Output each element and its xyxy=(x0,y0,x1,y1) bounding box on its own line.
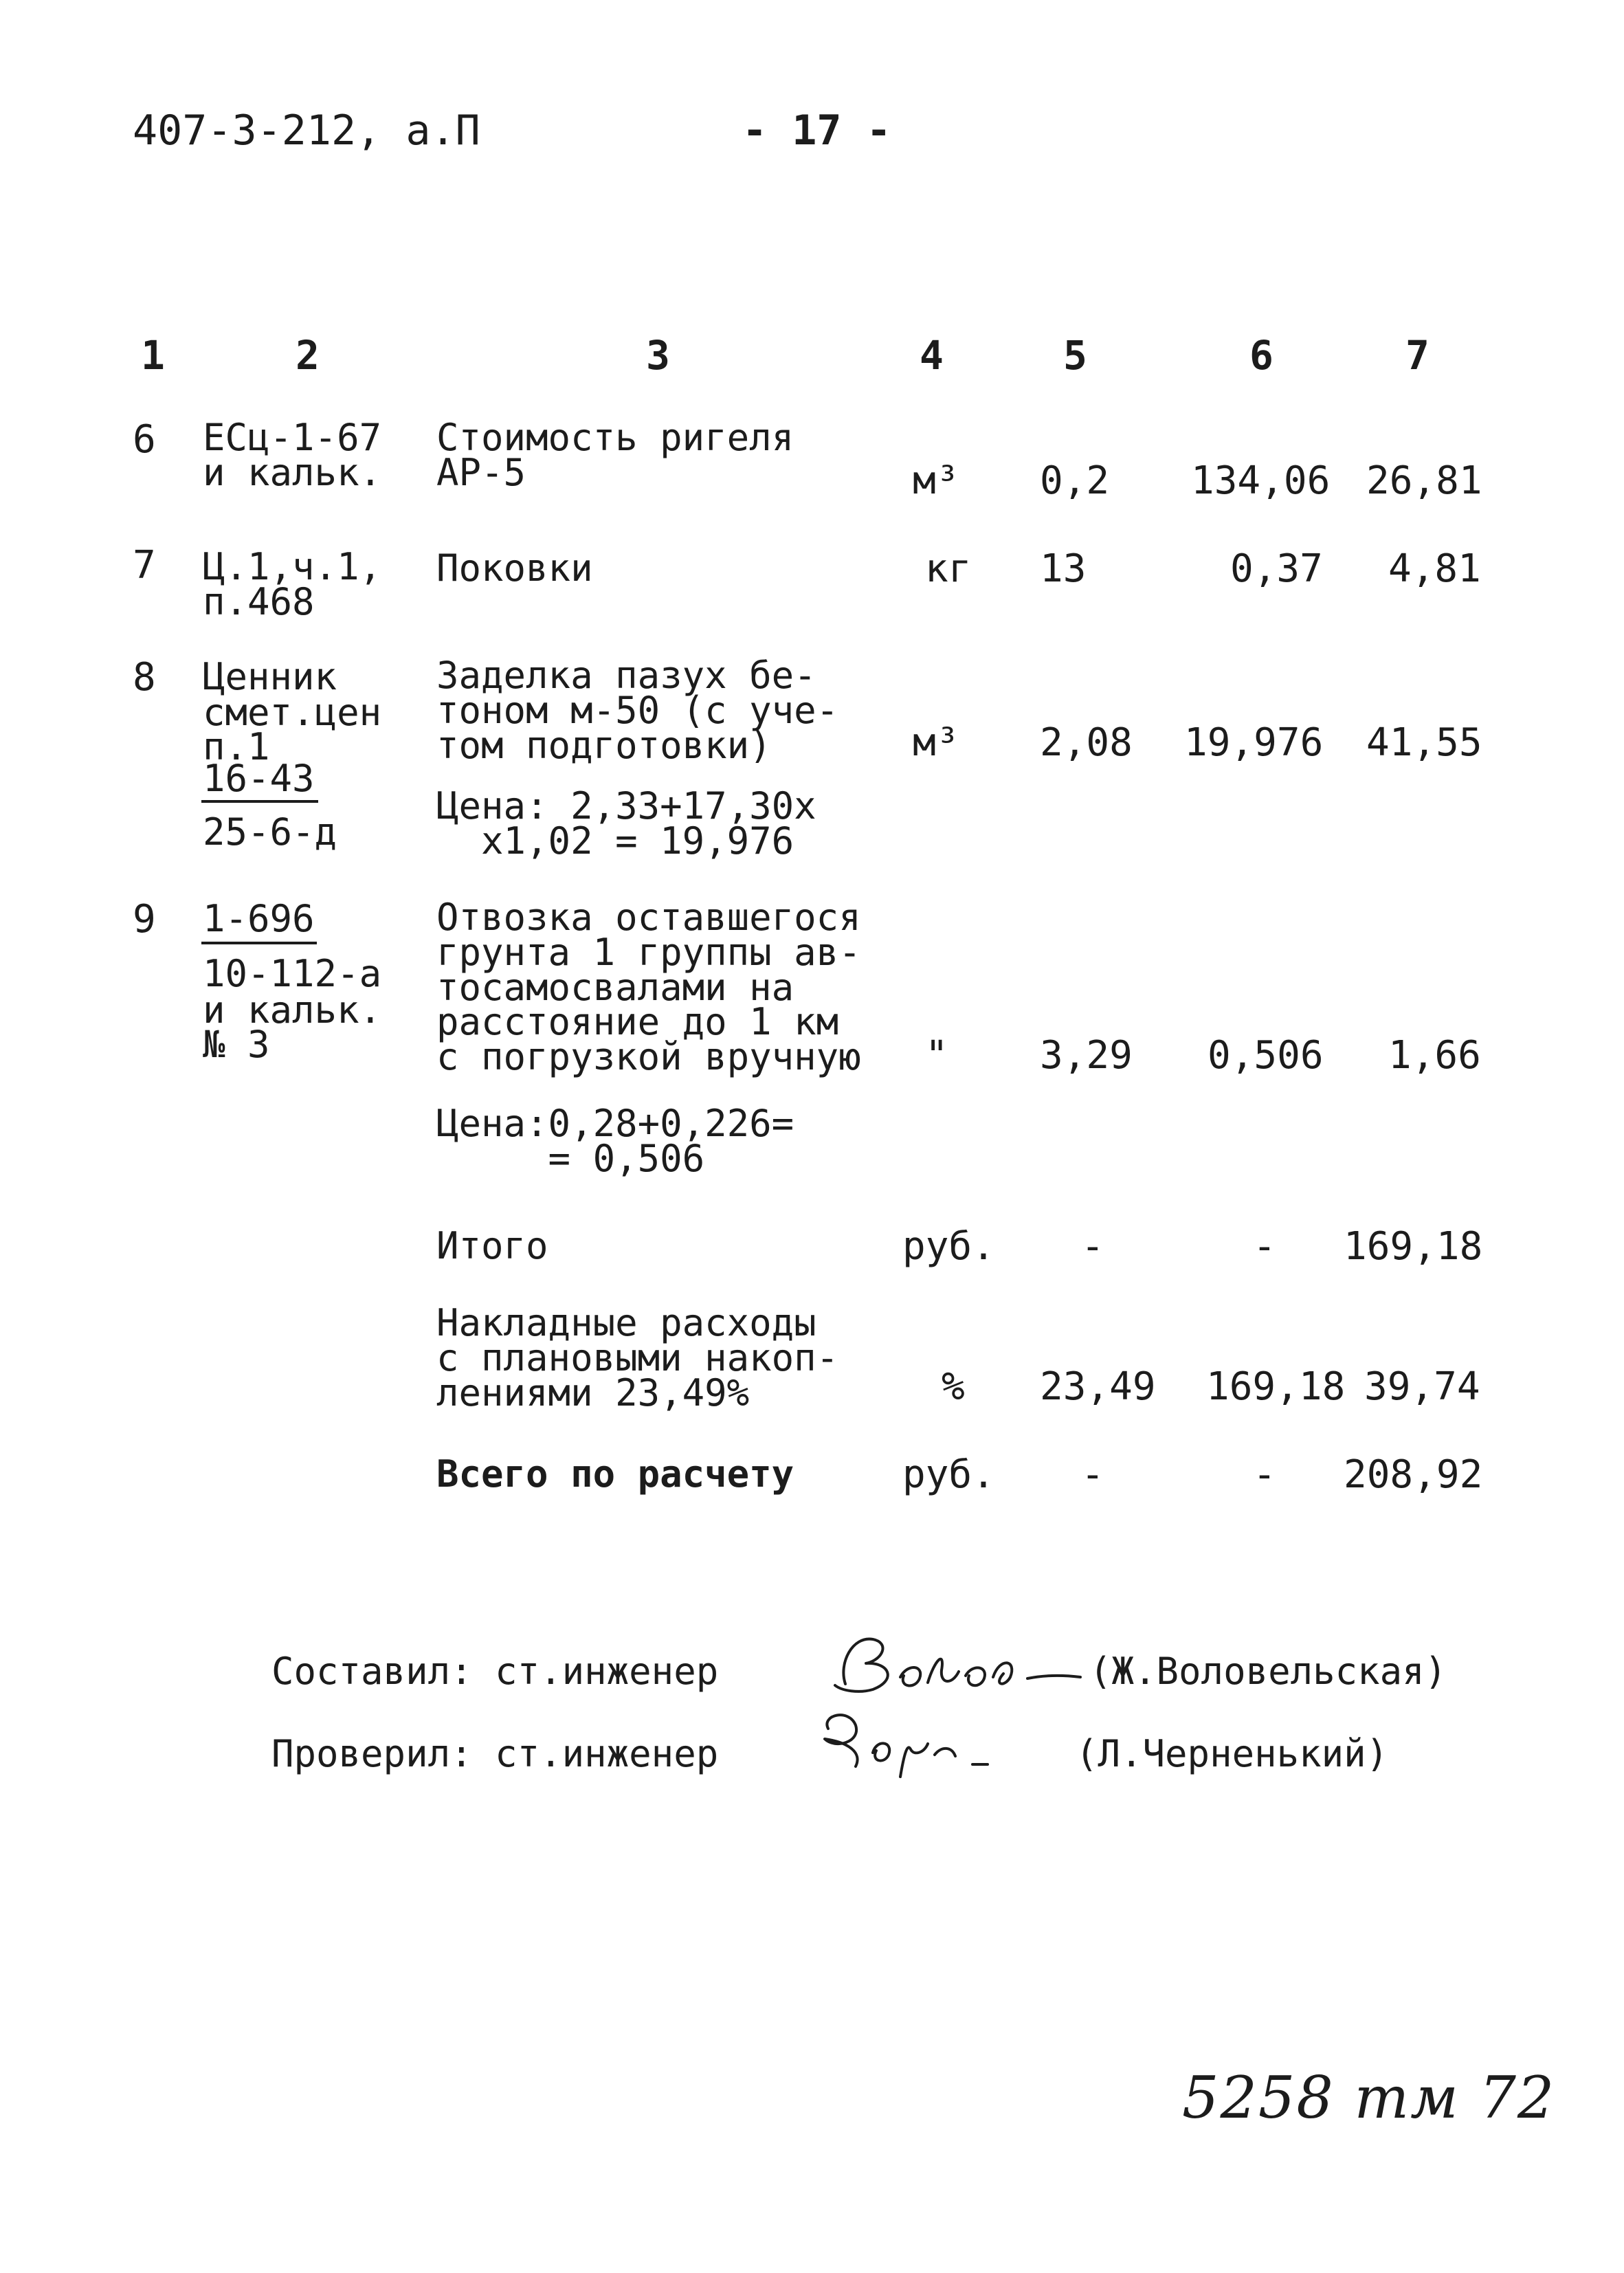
row-description: Заделка пазух бе- тоном м-50 (с уче- том подготовки) xyxy=(436,654,839,767)
row-source-line: 25-6-д xyxy=(203,810,337,854)
row-source-line: 10-112-а xyxy=(203,952,382,995)
row-number: 9 xyxy=(133,897,156,942)
row-price-note: Цена:0,28+0,226= = 0,506 xyxy=(436,1102,794,1180)
row-total: 1,66 xyxy=(1388,1033,1481,1078)
row-price: 0,506 xyxy=(1208,1033,1324,1078)
row-source-line: смет.цен xyxy=(203,691,382,734)
row-source-line: Ценник xyxy=(203,655,337,698)
row-number: 6 xyxy=(133,417,156,462)
row-source: Ц.1,ч.1, п.468 xyxy=(203,545,382,623)
row-description: Стоимость ригеля АР-5 xyxy=(436,416,794,494)
compiled-signature-icon xyxy=(825,1622,1086,1711)
row-total: 41,55 xyxy=(1366,720,1482,765)
subtotal-unit: руб. xyxy=(902,1224,995,1269)
row-source-line: и кальк. xyxy=(203,988,382,1032)
grand-total-unit: руб. xyxy=(902,1452,995,1497)
row-source-line: п.1 xyxy=(203,725,270,768)
row-unit: м³ xyxy=(913,720,959,765)
column-header-7: 7 xyxy=(1405,332,1430,379)
row-source-line: 1-696 xyxy=(203,897,315,940)
overhead-rate: 23,49 xyxy=(1040,1364,1156,1409)
archive-note: 5258 тм 72 xyxy=(1182,2064,1556,2131)
overhead-total: 39,74 xyxy=(1364,1364,1480,1409)
row-source-line: № 3 xyxy=(203,1023,270,1066)
column-header-3: 3 xyxy=(646,332,670,379)
document-code: 407-3-212, а.П xyxy=(133,107,480,155)
row-number: 8 xyxy=(133,655,156,700)
grand-total-price: - xyxy=(1253,1452,1276,1497)
row-price-note: Цена: 2,33+17,30х х1,02 = 19,976 xyxy=(436,784,816,863)
checked-by-label: Проверил: ст.инженер xyxy=(271,1732,719,1775)
column-header-5: 5 xyxy=(1063,332,1087,379)
overhead-base: 169,18 xyxy=(1206,1364,1346,1409)
column-header-6: 6 xyxy=(1249,332,1273,379)
row-source-line: 16-43 xyxy=(203,757,315,800)
overhead-label: Накладные расходы с плановыми накоп- лениями 23,49% xyxy=(436,1301,839,1415)
row-number: 7 xyxy=(133,543,156,588)
grand-total-total: 208,92 xyxy=(1344,1452,1483,1497)
checked-signature-icon xyxy=(808,1701,1014,1790)
row-quantity: 2,08 xyxy=(1040,720,1133,765)
row-price: 134,06 xyxy=(1191,458,1331,503)
subtotal-total: 169,18 xyxy=(1344,1224,1483,1269)
fraction-line xyxy=(201,800,318,803)
row-total: 26,81 xyxy=(1366,458,1482,503)
subtotal-label: Итого xyxy=(436,1224,548,1267)
row-quantity: 3,29 xyxy=(1040,1033,1133,1078)
row-total: 4,81 xyxy=(1388,546,1481,591)
fraction-line xyxy=(201,942,317,944)
row-unit: кг xyxy=(925,546,972,591)
compiled-by-name: (Ж.Воловельская) xyxy=(1089,1650,1447,1693)
overhead-unit: % xyxy=(942,1364,965,1409)
checked-by-name: (Л.Черненький) xyxy=(1076,1732,1389,1775)
row-description: Поковки xyxy=(436,546,593,590)
row-price: 19,976 xyxy=(1184,720,1324,765)
row-unit: м³ xyxy=(913,458,959,503)
row-quantity: 0,2 xyxy=(1040,458,1110,503)
row-description: Отвозка оставшегося грунта 1 группы ав- тосамосвалами на расстояние до 1 км с погрузкой вручную xyxy=(436,896,861,1078)
row-unit: " xyxy=(925,1033,948,1078)
column-header-1: 1 xyxy=(141,332,165,379)
grand-total-quantity: - xyxy=(1081,1452,1104,1497)
compiled-by-label: Составил: ст.инженер xyxy=(271,1650,719,1693)
column-header-2: 2 xyxy=(296,332,320,379)
column-header-4: 4 xyxy=(920,332,944,379)
row-source: ЕСц-1-67 и кальк. xyxy=(203,416,382,494)
row-price: 0,37 xyxy=(1230,546,1323,591)
grand-total-label: Всего по расчету xyxy=(436,1452,794,1496)
subtotal-price: - xyxy=(1253,1224,1276,1269)
page-number: - 17 - xyxy=(742,107,891,155)
subtotal-quantity: - xyxy=(1081,1224,1104,1269)
row-quantity: 13 xyxy=(1040,546,1087,591)
